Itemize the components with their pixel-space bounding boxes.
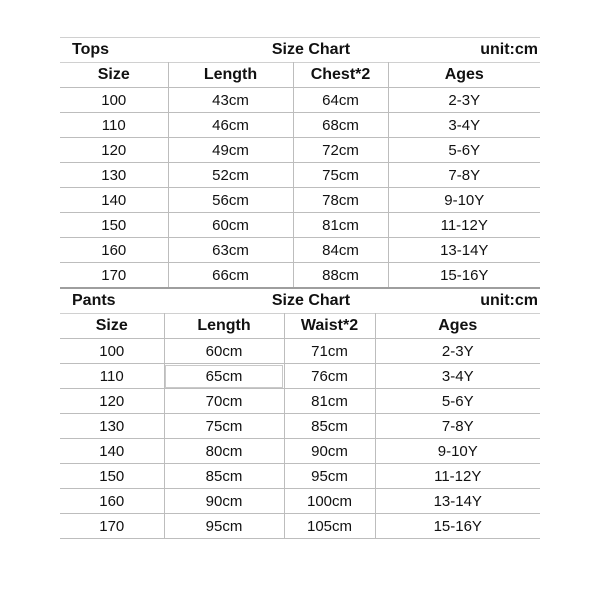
pants-table-row: [60, 439, 540, 464]
tops-cell-size: 170: [60, 263, 168, 289]
pants-table-row: [60, 514, 540, 539]
tops-cell-size: 140: [60, 188, 168, 213]
pants-cell-size: 100: [60, 339, 164, 364]
tops-cell-size: 120: [60, 138, 168, 163]
pants-cell-size: 150: [60, 464, 164, 489]
tops-cell-ages: 2-3Y: [388, 88, 540, 113]
pants-cell-ages: 11-12Y: [375, 464, 540, 489]
tops-cell-chest: 88cm: [293, 263, 388, 289]
tops-cell-ages: 15-16Y: [388, 263, 540, 289]
pants-size-table: [60, 313, 540, 539]
pants-chart-title: Size Chart: [271, 292, 351, 309]
tops-cell-length: 43cm: [168, 88, 293, 113]
tops-cell-length: 63cm: [168, 238, 293, 263]
tops-cell-size: 100: [60, 88, 168, 113]
tops-cell-ages: 11-12Y: [388, 213, 540, 238]
tops-cell-size: 160: [60, 238, 168, 263]
pants-table-row: [60, 464, 540, 489]
tops-cell-chest: 78cm: [293, 188, 388, 213]
pants-title-row: [60, 289, 540, 313]
tops-cell-chest: 84cm: [293, 238, 388, 263]
pants-cell-length: 85cm: [164, 464, 284, 489]
pants-cell-length: 90cm: [164, 489, 284, 514]
tops-table-row: [60, 138, 540, 163]
pants-label: Pants: [72, 292, 116, 309]
tops-cell-chest: 68cm: [293, 113, 388, 138]
tops-unit: unit:cm: [480, 41, 538, 58]
tops-cell-chest: 75cm: [293, 163, 388, 188]
pants-cell-ages: 13-14Y: [375, 489, 540, 514]
tops-cell-size: 130: [60, 163, 168, 188]
tops-table-row: [60, 163, 540, 188]
tops-cell-ages: 7-8Y: [388, 163, 540, 188]
pants-header-row: [60, 314, 540, 339]
tops-cell-chest: 64cm: [293, 88, 388, 113]
tops-cell-length: 52cm: [168, 163, 293, 188]
pants-cell-ages: 7-8Y: [375, 414, 540, 439]
pants-table-row: [60, 414, 540, 439]
tops-size-table: [60, 62, 540, 289]
pants-cell-length: 70cm: [164, 389, 284, 414]
pants-header-waist: Waist*2: [284, 314, 375, 339]
pants-cell-size: 130: [60, 414, 164, 439]
pants-table-row: [60, 389, 540, 414]
pants-cell-ages: 5-6Y: [375, 389, 540, 414]
tops-cell-chest: 81cm: [293, 213, 388, 238]
pants-cell-size: 140: [60, 439, 164, 464]
pants-cell-size: 110: [60, 364, 164, 389]
tops-table-row: [60, 238, 540, 263]
pants-unit: unit:cm: [480, 292, 538, 309]
pants-header-length: Length: [164, 314, 284, 339]
tops-cell-ages: 13-14Y: [388, 238, 540, 263]
tops-cell-size: 150: [60, 213, 168, 238]
tops-cell-length: 46cm: [168, 113, 293, 138]
pants-cell-waist: 71cm: [284, 339, 375, 364]
tops-table-row: [60, 263, 540, 289]
tops-title-row: [60, 37, 540, 62]
pants-cell-waist: 76cm: [284, 364, 375, 389]
tops-header-length: Length: [168, 63, 293, 88]
tops-cell-length: 66cm: [168, 263, 293, 289]
pants-cell-length: 75cm: [164, 414, 284, 439]
tops-cell-ages: 5-6Y: [388, 138, 540, 163]
tops-cell-chest: 72cm: [293, 138, 388, 163]
tops-table-row: [60, 113, 540, 138]
pants-header-size: Size: [60, 314, 164, 339]
tops-header-size: Size: [60, 63, 168, 88]
pants-cell-size: 160: [60, 489, 164, 514]
pants-table-row: [60, 364, 540, 389]
pants-cell-ages: 3-4Y: [375, 364, 540, 389]
tops-cell-length: 49cm: [168, 138, 293, 163]
pants-header-ages: Ages: [375, 314, 540, 339]
pants-cell-waist: 81cm: [284, 389, 375, 414]
tops-label: Tops: [72, 41, 110, 58]
tops-cell-length: 56cm: [168, 188, 293, 213]
tops-table-row: [60, 188, 540, 213]
tops-header-ages: Ages: [388, 63, 540, 88]
tops-header-row: [60, 63, 540, 88]
tops-header-chest: Chest*2: [293, 63, 388, 88]
pants-cell-length: 65cm: [164, 364, 284, 389]
tops-cell-size: 110: [60, 113, 168, 138]
pants-cell-length: 95cm: [164, 514, 284, 539]
tops-table-row: [60, 88, 540, 113]
pants-table-row: [60, 489, 540, 514]
pants-cell-ages: 9-10Y: [375, 439, 540, 464]
pants-cell-length: 80cm: [164, 439, 284, 464]
tops-table-row: [60, 213, 540, 238]
pants-cell-size: 170: [60, 514, 164, 539]
tops-cell-length: 60cm: [168, 213, 293, 238]
tops-chart-title: Size Chart: [271, 41, 351, 58]
pants-cell-length: 60cm: [164, 339, 284, 364]
pants-cell-waist: 90cm: [284, 439, 375, 464]
tops-cell-ages: 9-10Y: [388, 188, 540, 213]
pants-cell-size: 120: [60, 389, 164, 414]
pants-cell-waist: 85cm: [284, 414, 375, 439]
pants-cell-waist: 100cm: [284, 489, 375, 514]
pants-cell-ages: 2-3Y: [375, 339, 540, 364]
pants-cell-waist: 95cm: [284, 464, 375, 489]
pants-cell-waist: 105cm: [284, 514, 375, 539]
pants-table-row: [60, 339, 540, 364]
tops-cell-ages: 3-4Y: [388, 113, 540, 138]
size-chart-sheet: [60, 37, 540, 539]
pants-cell-ages: 15-16Y: [375, 514, 540, 539]
